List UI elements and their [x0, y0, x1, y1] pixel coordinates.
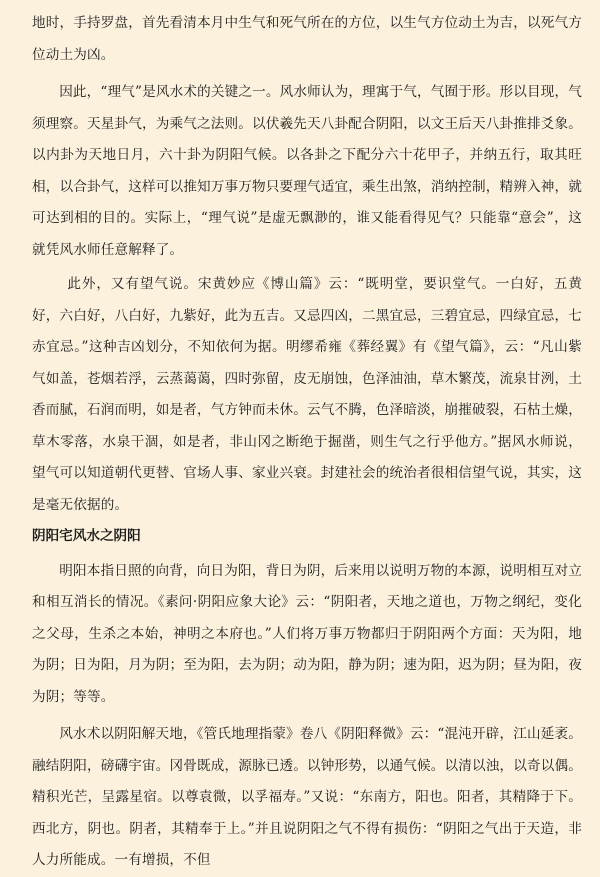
paragraph-3: 此外，又有望气说。宋黄妙应《博山篇》云：“既明堂，要识堂气。一白好，五黄好，六白好，八白好，九紫好，此为五吉。又忌四凶，二黑宜忌，三碧宜忌，四绿宜忌，七赤宜忌。”这种吉凶划分，不知依何为据。明缪希雍《葬经翼》有《望气篇》，云：“凡山紫气如盖，苍烟若浮，云蒸蔼蔼，四时弥留，皮无崩蚀，色泽油油，草木繁茂，流泉甘洌，土香而腻，石润而明，如是者，气方钟而未休。云气不腾，色泽暗淡，崩摧破裂，石枯土燥，草木零落，水泉干涸，如是者，非山冈之断绝于掘凿，则生气之行乎他方。”据风水师说，望气可以知道朝代更替、官场人事、家业兴衰。封建社会的统治者很相信望气说，其实，这是毫无依据的。: [32, 276, 582, 513]
paragraph-5: 风水术以阴阳解天地，《管氏地理指蒙》卷八《阴阳释微》云：“混沌开辟，江山延袤。融结阴阳，磅礴宇宙。冈骨既成，源脉已透。以钟形势，以通气候。以清以浊，以奇以偶。精积光芒，呈露星宿。以尊袁微，以孚福寿。”又说：“东南方，阳也。阳者，其精降于下。西北方，阴也。阴者，其精奉于上。”并且说阴阳之气不得有损伤：“阴阳之气出于天造，非人力所能成。一有增损，不但: [32, 726, 582, 868]
paragraph-1: 地时，手持罗盘，首先看清本月中生气和死气所在的方位，以生气方位动土为吉，以死气方位动土为凶。: [32, 15, 582, 63]
section-heading: 阴阳宅风水之阴阳: [32, 528, 141, 544]
paragraph-2: 因此，“理气”是风水术的关键之一。风水师认为，理寓于气，气囿于形。形以目现，气须理察。天星卦气，为乘气之法则。以伏羲先天八卦配合阴阳，以文王后天八卦推排爻象。以内卦为天地日月，六十卦为阴阳气候。以各卦之下配分六十花甲子，并纳五行，取其旺相，以合卦气，这样可以推知万事万物只要理气适宜，乘生出煞，消纳控制，精辨入神，就可达到相的目的。实际上，“理气说”是虚无飘渺的，谁又能看得见气？只能靠“意会”，这就凭风水师任意解释了。: [32, 84, 582, 258]
paragraph-4: 明阳本指日照的向背，向日为阳，背日为阴，后来用以说明万物的本源，说明相互对立和相互消长的情况。《素问·阴阳应象大论》云：“阴阳者，天地之道也，万物之纲纪，变化之父母，生杀之本始，神明之本府也。”人们将万事万物都归于阴阳两个方面：天为阳，地为阴；日为阳，月为阴；至为阳，去为阴；动为阳，静为阴；速为阳，迟为阴；昼为阳，夜为阴；等等。: [32, 562, 582, 705]
